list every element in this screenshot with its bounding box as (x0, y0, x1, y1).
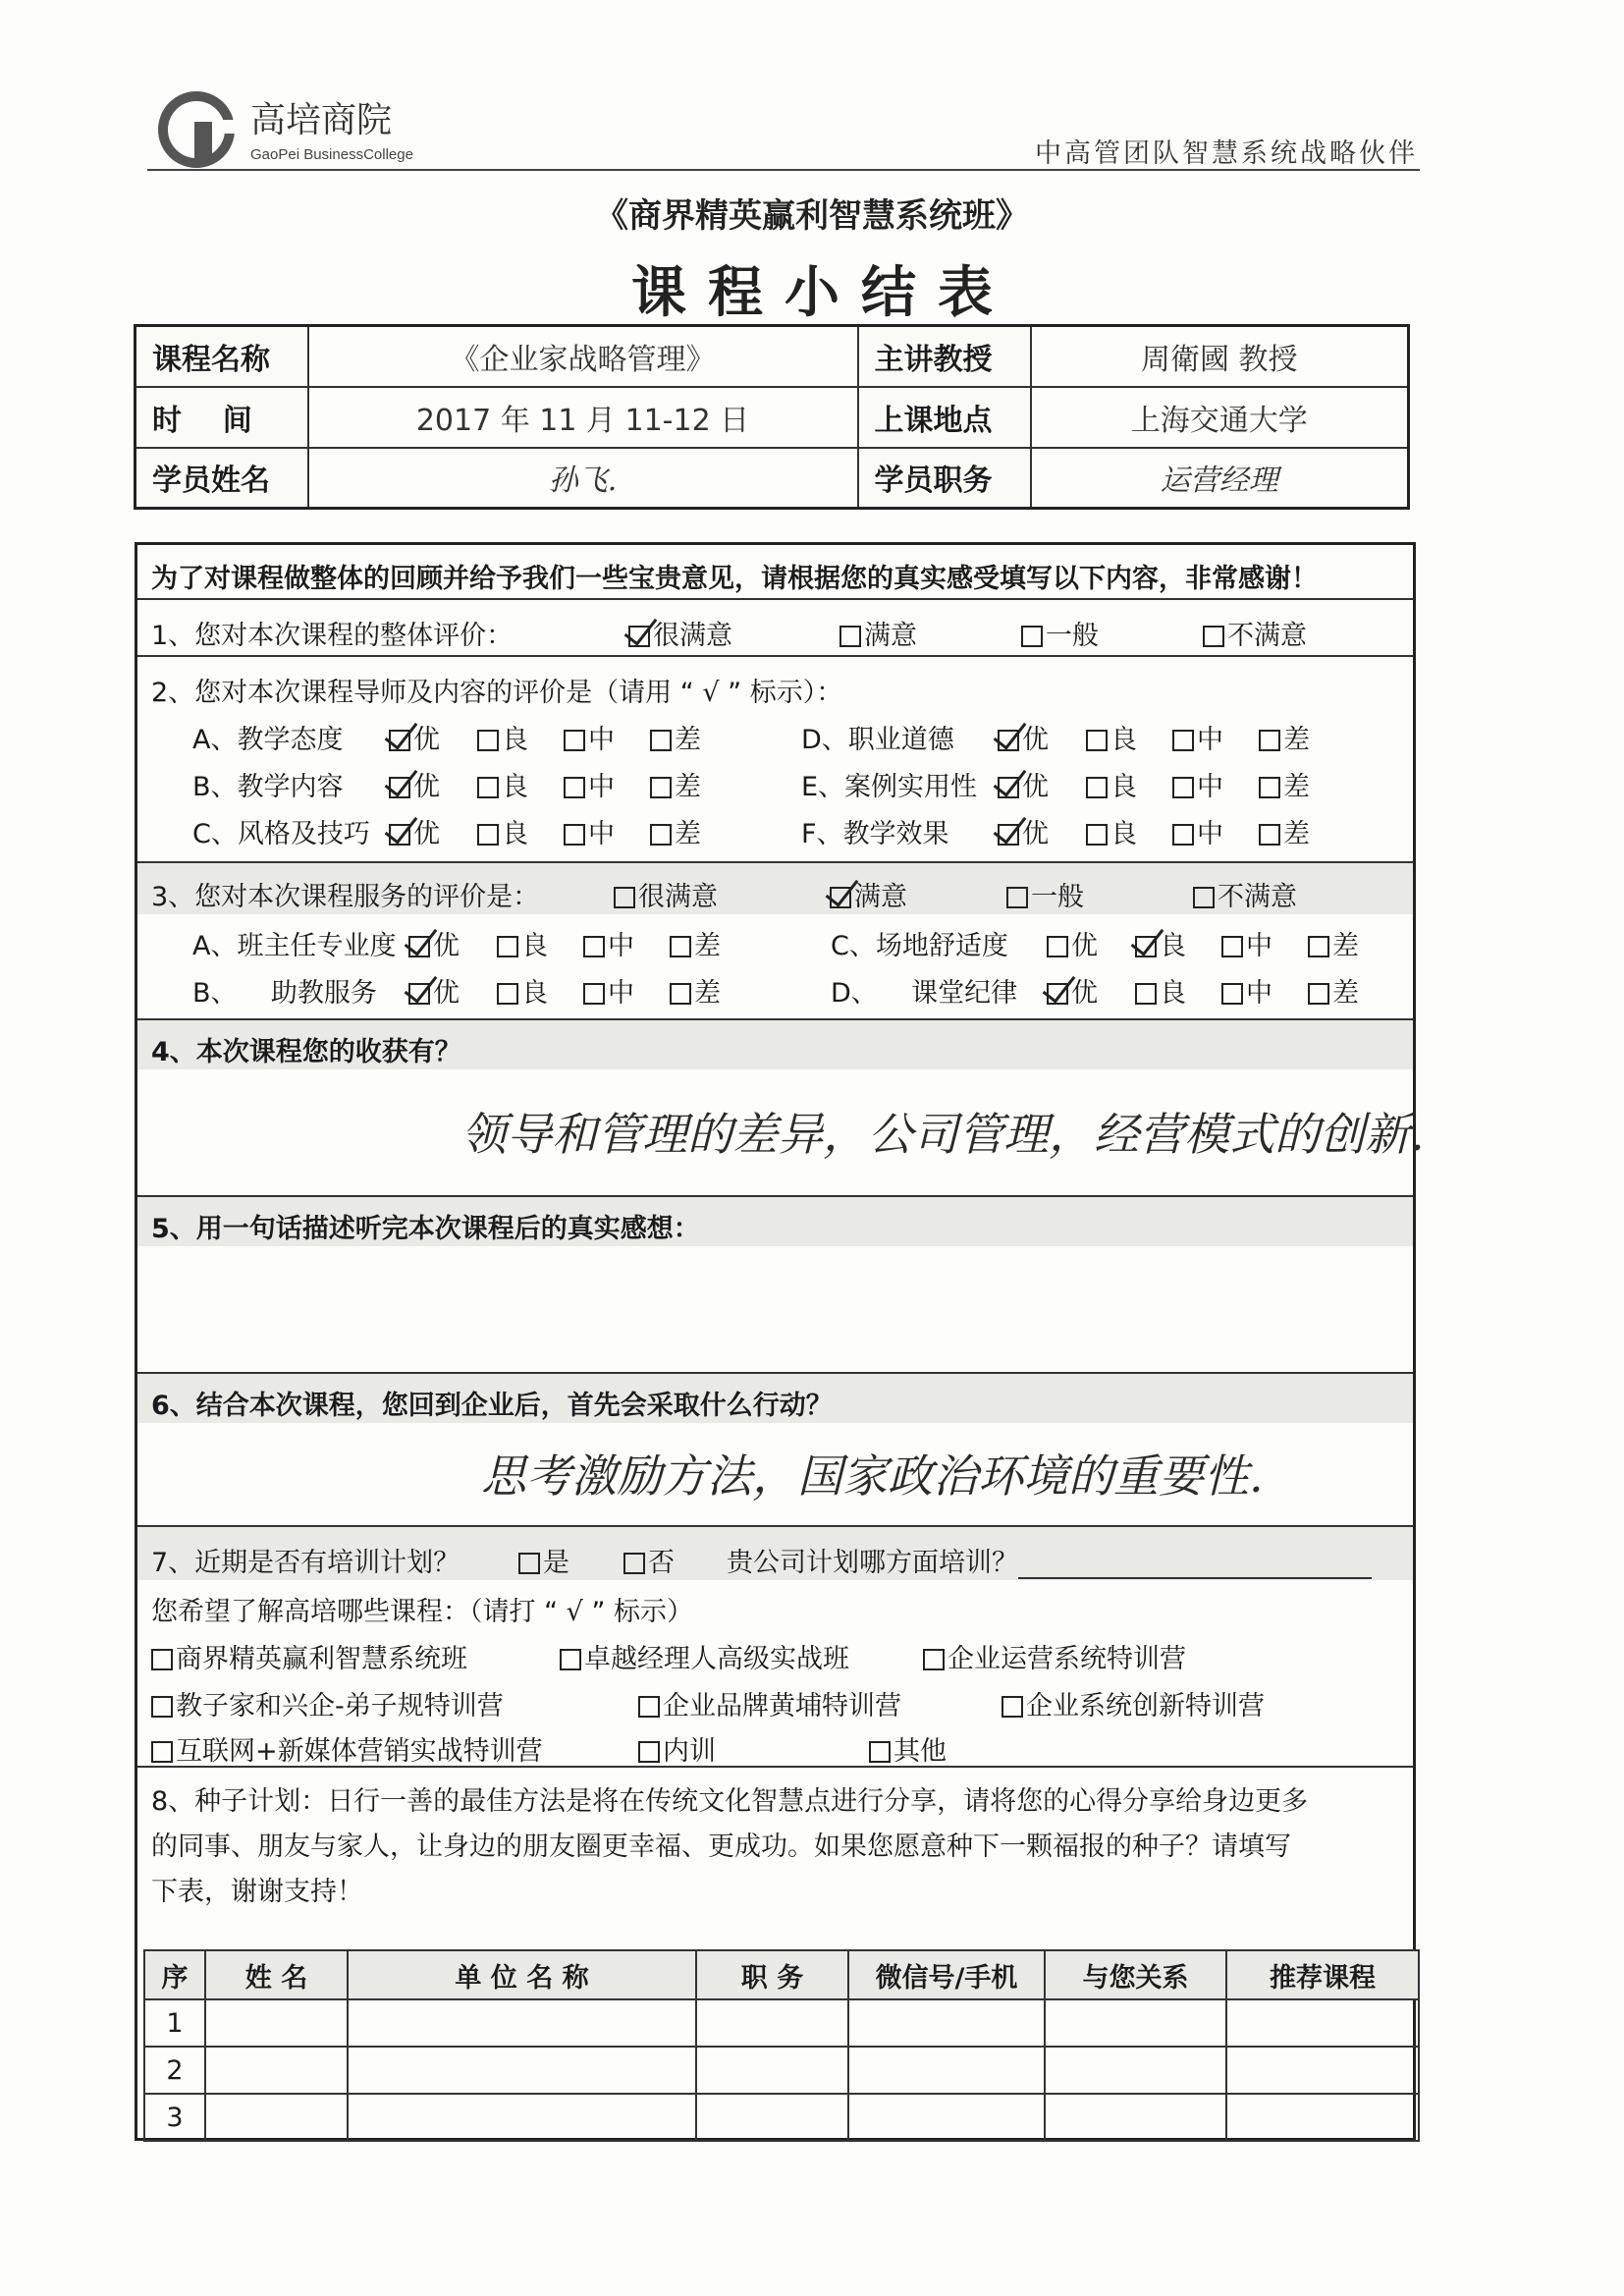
q2-grade-option[interactable]: 良 (477, 765, 528, 803)
course-option-7[interactable]: 互联网+新媒体营销实战特训营 (151, 1729, 543, 1768)
q3-grade-option[interactable]: 优 (408, 971, 460, 1010)
q2-item-label: C、风格及技巧 (192, 819, 370, 849)
checkbox-icon[interactable] (1221, 936, 1243, 957)
q1-option-very-satisfied[interactable]: 很满意 (628, 614, 732, 652)
checkbox-icon[interactable] (650, 777, 672, 798)
checkbox-icon[interactable] (1259, 824, 1280, 846)
checkbox-checked-icon[interactable] (628, 626, 650, 647)
q2-grade-option[interactable]: 中 (1172, 765, 1223, 803)
checkbox-icon[interactable] (583, 983, 605, 1005)
q2-grade-option[interactable]: 良 (1086, 765, 1137, 803)
student-name-value[interactable]: 孙飞. (308, 448, 858, 509)
q3-grade-option[interactable]: 差 (1308, 971, 1359, 1010)
q3-grade-option[interactable]: 良 (497, 924, 548, 962)
time-label: 时 间 (135, 387, 308, 448)
q2-grade-option[interactable]: 优 (998, 765, 1049, 803)
teacher-value[interactable]: 周衛國 教授 (1031, 326, 1409, 387)
q3-option-very-satisfied[interactable]: 很满意 (614, 875, 718, 913)
time-value[interactable]: 2017 年 11 月 11-12 日 (308, 387, 858, 448)
q3-grade-option[interactable]: 良 (497, 971, 548, 1010)
checkbox-checked-icon[interactable] (408, 936, 430, 957)
course-option-3[interactable]: 企业运营系统特训营 (923, 1637, 1186, 1675)
checkbox-icon[interactable] (1021, 626, 1043, 647)
checkbox-icon[interactable] (151, 1696, 173, 1718)
q2-grade-option[interactable]: 中 (564, 718, 615, 756)
q2-item-label: E、案例实用性 (801, 772, 978, 802)
checkbox-icon[interactable] (1001, 1696, 1023, 1718)
q3-grade-option[interactable]: 差 (670, 924, 721, 962)
checkbox-icon[interactable] (151, 1649, 173, 1670)
intro-section (137, 545, 1413, 600)
checkbox-icon[interactable] (497, 936, 518, 957)
checkbox-icon[interactable] (564, 730, 585, 751)
checkbox-icon[interactable] (151, 1741, 173, 1763)
q2-grade-option[interactable]: 差 (1259, 812, 1310, 850)
q7-yes-option[interactable]: 是 (518, 1541, 569, 1579)
q5-section (137, 1197, 1413, 1374)
checkbox-icon[interactable] (1135, 983, 1157, 1005)
q2-grade-option[interactable]: 良 (477, 718, 528, 756)
q2-grade-option[interactable]: 优 (389, 812, 440, 850)
checkbox-icon[interactable] (638, 1696, 660, 1718)
student-name-label: 学员姓名 (135, 448, 308, 509)
q3-grade-option[interactable]: 中 (583, 971, 634, 1010)
q8-line2: 的同事、朋友与家人，让身边的朋友圈更幸福、更成功。如果您愿意种下一颗福报的种子？请填写 (151, 1831, 1291, 1862)
checkbox-icon[interactable] (839, 626, 861, 647)
checkbox-checked-icon[interactable] (998, 777, 1019, 798)
q2-grade-option[interactable]: 中 (1172, 812, 1223, 850)
place-value[interactable]: 上海交通大学 (1031, 387, 1409, 448)
table-row: 3 (144, 2094, 1419, 2141)
checkbox-icon[interactable] (650, 730, 672, 751)
q2-item-label: B、教学内容 (192, 772, 344, 802)
checkbox-icon[interactable] (1086, 730, 1108, 751)
q2-grade-option[interactable]: 良 (1086, 718, 1137, 756)
checkbox-icon[interactable] (1172, 730, 1194, 751)
q2-grade-option[interactable]: 优 (389, 765, 440, 803)
slogan: 中高管团队智慧系统战略伙伴 (1035, 138, 1418, 169)
checkbox-icon[interactable] (560, 1649, 581, 1670)
q1-option-average[interactable]: 一般 (1021, 614, 1099, 652)
checkbox-checked-icon[interactable] (998, 730, 1019, 751)
course-option-6[interactable]: 企业系统创新特训营 (1001, 1684, 1265, 1722)
col-position: 职 务 (696, 1950, 848, 1999)
q6-section (137, 1374, 1413, 1527)
col-wechat: 微信号/手机 (848, 1950, 1045, 1999)
q6-answer[interactable]: 思考激励方法，国家政治环境的重要性. (481, 1449, 1264, 1503)
checkbox-checked-icon[interactable] (408, 983, 430, 1005)
q2-grade-option[interactable]: 差 (1259, 718, 1310, 756)
page-title: 课程小结表 (631, 261, 1014, 325)
course-option-4[interactable]: 教子家和兴企-弟子规特训营 (151, 1684, 504, 1722)
q2-grade-option[interactable]: 差 (650, 765, 701, 803)
q8-line1: 8、种子计划：日行一善的最佳方法是将在传统文化智慧点进行分享，请将您的心得分享给身边更多 (151, 1786, 1309, 1817)
q3-grade-option[interactable]: 良 (1135, 971, 1186, 1010)
course-option-8[interactable]: 内训 (638, 1729, 716, 1768)
checkbox-icon[interactable] (923, 1649, 945, 1670)
q1-option-unsatisfied[interactable]: 不满意 (1203, 614, 1307, 652)
checkbox-icon[interactable] (1308, 983, 1329, 1005)
q2-text: 2、您对本次课程导师及内容的评价是（请用 “ √ ” 标示）： (151, 678, 843, 708)
checkbox-icon[interactable] (1172, 824, 1194, 846)
q2-grade-option[interactable]: 差 (1259, 765, 1310, 803)
q3-option-satisfied[interactable]: 满意 (830, 875, 907, 913)
q4-answer[interactable]: 领导和管理的差异，公司管理，经营模式的创新. (461, 1108, 1425, 1161)
q1-section (137, 600, 1413, 657)
checkbox-icon[interactable] (614, 887, 635, 908)
checkbox-icon[interactable] (477, 730, 499, 751)
checkbox-icon[interactable] (1203, 626, 1224, 647)
checkbox-icon[interactable] (1086, 824, 1108, 846)
logo-cn-text: 高培商院 (250, 100, 393, 140)
checkbox-icon[interactable] (477, 777, 499, 798)
checkbox-icon[interactable] (1006, 887, 1028, 908)
checkbox-icon[interactable] (670, 983, 691, 1005)
checkbox-checked-icon[interactable] (830, 887, 851, 908)
course-option-1[interactable]: 商界精英赢利智慧系统班 (151, 1637, 467, 1675)
checkbox-icon[interactable] (1308, 936, 1329, 957)
col-relation: 与您关系 (1045, 1950, 1226, 1999)
q7-section (137, 1527, 1413, 1768)
intro-text: 为了对课程做整体的回顾并给予我们一些宝贵意见，请根据您的真实感受填写以下内容，非常感谢！ (151, 564, 1318, 594)
checkbox-icon[interactable] (564, 824, 585, 846)
checkbox-checked-icon[interactable] (389, 777, 410, 798)
table-row: 2 (144, 2047, 1419, 2094)
checkbox-icon[interactable] (638, 1741, 660, 1763)
q2-grade-option[interactable]: 良 (477, 812, 528, 850)
q6-text: 6、结合本次课程，您回到企业后，首先会采取什么行动？ (151, 1391, 833, 1421)
course-info-table (134, 324, 1410, 510)
q1-option-satisfied[interactable]: 满意 (839, 614, 917, 652)
checkbox-icon[interactable] (1086, 777, 1108, 798)
col-company: 单 位 名 称 (348, 1950, 696, 1999)
checkbox-checked-icon[interactable] (998, 824, 1019, 846)
q2-grade-option[interactable]: 优 (998, 718, 1049, 756)
checkbox-icon[interactable] (1172, 777, 1194, 798)
q2-grade-option[interactable]: 差 (650, 812, 701, 850)
course-option-9[interactable]: 其他 (869, 1729, 1231, 1768)
checkbox-icon[interactable] (1259, 777, 1280, 798)
seed-table-header (144, 1950, 1419, 1999)
q3-grade-option[interactable]: 中 (1221, 971, 1272, 1010)
q3-section (137, 863, 1413, 1020)
q2-grade-option[interactable]: 中 (564, 812, 615, 850)
col-index: 序 (144, 1950, 205, 1999)
table-row: 1 (144, 1999, 1419, 2047)
student-position-value[interactable]: 运营经理 (1031, 448, 1409, 509)
course-name-value[interactable]: 《企业家战略管理》 (308, 326, 858, 387)
q2-grade-option[interactable]: 优 (389, 718, 440, 756)
checkbox-icon[interactable] (564, 777, 585, 798)
gaopei-logo (157, 90, 511, 169)
q3-option-unsatisfied[interactable]: 不满意 (1193, 875, 1297, 913)
checkbox-icon[interactable] (670, 936, 691, 957)
plan-input-line[interactable] (1018, 1552, 1372, 1579)
q3-grade-option[interactable]: 良 (1135, 924, 1186, 962)
q2-grade-option[interactable]: 差 (650, 718, 701, 756)
checkbox-icon[interactable] (1221, 983, 1243, 1005)
q2-item-label: F、教学效果 (801, 819, 949, 849)
q5-text: 5、用一句话描述听完本次课程后的真实感想： (151, 1214, 700, 1244)
checkbox-icon[interactable] (518, 1553, 540, 1574)
q3-grade-option[interactable]: 中 (1221, 924, 1272, 962)
place-label: 上课地点 (858, 387, 1031, 448)
checkbox-icon[interactable] (869, 1741, 891, 1763)
col-name: 姓 名 (205, 1950, 348, 1999)
q2-grade-option[interactable]: 中 (564, 765, 615, 803)
seed-plan-table (143, 1949, 1420, 2142)
q3-grade-option[interactable]: 差 (670, 971, 721, 1010)
header-divider (147, 169, 1420, 171)
checkbox-icon[interactable] (497, 983, 518, 1005)
q3-grade-option[interactable]: 差 (1308, 924, 1359, 962)
checkbox-icon[interactable] (477, 824, 499, 846)
q3-grade-option[interactable]: 优 (1047, 924, 1098, 962)
q2-grade-option[interactable]: 良 (1086, 812, 1137, 850)
checkbox-checked-icon[interactable] (1047, 983, 1068, 1005)
other-input-line[interactable] (947, 1742, 1231, 1768)
q7-no-option[interactable]: 否 (623, 1541, 675, 1579)
student-position-label: 学员职务 (858, 448, 1031, 509)
q2-grade-option[interactable]: 优 (998, 812, 1049, 850)
q7-wish-text: 您希望了解高培哪些课程：（请打 “ √ ” 标示） (151, 1597, 694, 1627)
q2-item-label: A、教学态度 (192, 725, 344, 755)
q4-section (137, 1020, 1425, 1197)
course-option-5[interactable]: 企业品牌黄埔特训营 (638, 1684, 901, 1722)
q3-item-label: B、 助教服务 (192, 978, 377, 1009)
checkbox-icon[interactable] (650, 824, 672, 846)
logo-en-text: GaoPei BusinessCollege (250, 146, 413, 163)
q3-grade-option[interactable]: 优 (408, 924, 460, 962)
q4-text: 4、本次课程您的收获有？ (151, 1037, 461, 1067)
q2-section (137, 657, 1413, 863)
q3-option-average[interactable]: 一般 (1006, 875, 1084, 913)
checkbox-checked-icon[interactable] (1135, 936, 1157, 957)
checkbox-icon[interactable] (583, 936, 605, 957)
course-series-title: 《商界精英赢利智慧系统班》 (595, 196, 1029, 236)
checkbox-icon[interactable] (1193, 887, 1215, 908)
q1-text: 1、您对本次课程的整体评价： (151, 621, 514, 651)
checkbox-checked-icon[interactable] (389, 730, 410, 751)
survey-form (135, 542, 1425, 2141)
q3-grade-option[interactable]: 中 (583, 924, 634, 962)
q3-grade-option[interactable]: 优 (1047, 971, 1098, 1010)
q3-item-label: D、 课堂纪律 (831, 978, 1018, 1009)
course-option-2[interactable]: 卓越经理人高级实战班 (560, 1637, 849, 1675)
q8-line3: 下表，谢谢支持！ (151, 1877, 363, 1907)
q3-text: 3、您对本次课程服务的评价是： (151, 882, 540, 912)
checkbox-icon[interactable] (623, 1553, 645, 1574)
course-name-label: 课程名称 (135, 326, 308, 387)
q8-section (137, 1768, 1413, 1915)
q2-grade-option[interactable]: 中 (1172, 718, 1223, 756)
q3-item-label: C、场地舒适度 (831, 931, 1008, 961)
col-course: 推荐课程 (1226, 1950, 1419, 1999)
q2-item-label: D、职业道德 (801, 725, 954, 755)
checkbox-checked-icon[interactable] (389, 824, 410, 846)
q7-text: 7、近期是否有培训计划？ (151, 1548, 460, 1578)
q3-item-label: A、班主任专业度 (192, 931, 397, 961)
teacher-label: 主讲教授 (858, 326, 1031, 387)
checkbox-icon[interactable] (1047, 936, 1068, 957)
checkbox-icon[interactable] (1259, 730, 1280, 751)
q7-plan-field[interactable]: 贵公司计划哪方面培训？ (727, 1541, 1372, 1579)
